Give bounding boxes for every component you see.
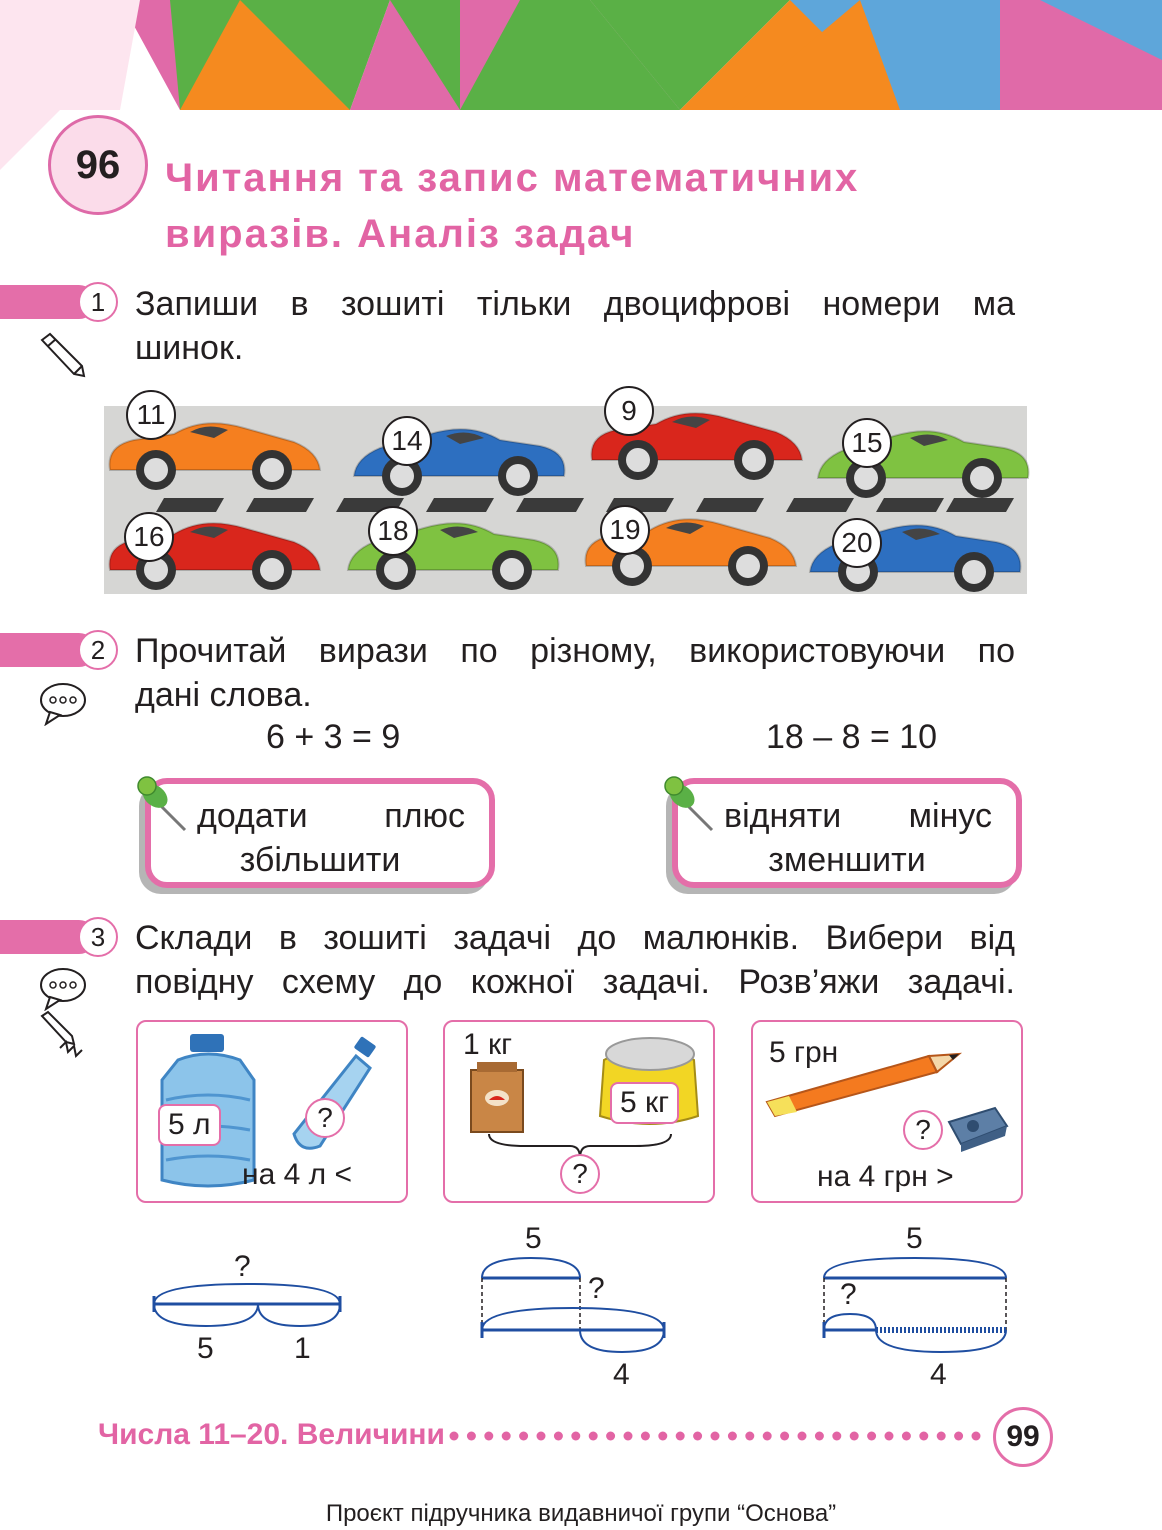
task3-text-line1: Склади в зошиті задачі до малюнків. Вибери від: [135, 919, 1015, 957]
leader-dot: [711, 1432, 720, 1441]
word-add: додати: [197, 797, 308, 835]
leader-dot: [832, 1432, 841, 1441]
decorative-banner: [0, 0, 1162, 110]
task1-text-line1: Запиши в зошиті тільки двоцифрові номери ма: [135, 285, 1015, 323]
expression-addition: 6 + 3 = 9: [266, 718, 401, 756]
leader-dot: [867, 1432, 876, 1441]
car-number-badge: 20: [832, 518, 882, 568]
leader-dot: [850, 1432, 859, 1441]
lesson-title-line1: Читання та запис математичних: [165, 156, 860, 200]
leader-dot: [502, 1432, 511, 1441]
scheme1-left-label: 5: [197, 1332, 214, 1365]
leader-dot: [972, 1432, 981, 1441]
scheme1-right-label: 1: [294, 1332, 311, 1365]
scheme2-diagram: [476, 1250, 671, 1360]
word-decrease: зменшити: [768, 841, 926, 879]
task1-text-line2: шинок.: [135, 329, 244, 367]
word-minus: мінус: [908, 797, 992, 835]
sharpener-icon: [943, 1104, 1011, 1154]
scheme1-diagram: [150, 1280, 345, 1330]
leader-dot: [780, 1432, 789, 1441]
small-bag-weight: 1 кг: [463, 1028, 513, 1061]
leader-dot: [919, 1432, 928, 1441]
pushpin-icon: [133, 772, 193, 834]
scheme2-question-label: ?: [588, 1272, 605, 1305]
car-number-badge: 19: [600, 505, 650, 555]
lesson-title-line2: виразів. Аналіз задач: [165, 212, 636, 256]
leader-dot: [693, 1432, 702, 1441]
dotted-leader: [448, 1425, 986, 1447]
car-number-badge: 18: [368, 506, 418, 556]
sack-weight-box: 5 кг: [610, 1082, 679, 1124]
expression-subtraction: 18 – 8 = 10: [766, 718, 938, 756]
picture-pencil-sharpener: [751, 1020, 1023, 1203]
word-subtract: відняти: [724, 797, 842, 835]
unknown-volume-circle: ?: [305, 1098, 345, 1138]
task3-number: 3: [78, 917, 118, 957]
car-number-badge: 11: [126, 390, 176, 440]
leader-dot: [815, 1432, 824, 1441]
leader-dot: [676, 1432, 685, 1441]
leader-dot: [571, 1432, 580, 1441]
scheme3-top-label: 5: [906, 1222, 923, 1255]
scheme3-question-label: ?: [840, 1278, 857, 1311]
small-water-bottle-icon: [286, 1036, 386, 1156]
lesson-number-badge: 96: [48, 115, 148, 215]
leader-dot: [450, 1432, 459, 1441]
leader-dot: [606, 1432, 615, 1441]
task3-text: [135, 916, 1015, 1004]
leader-dot: [554, 1432, 563, 1441]
pencil-icon: [763, 1048, 963, 1118]
scheme2-top-label: 5: [525, 1222, 542, 1255]
car-number-badge: 14: [382, 416, 432, 466]
total-weight-circle: ?: [560, 1154, 600, 1194]
leader-dot: [954, 1432, 963, 1441]
leader-dot: [467, 1432, 476, 1441]
task3-text-line2: повідну схему до кожної задачі. Розв’яжи задачі.: [135, 963, 1015, 1001]
pencil-writing-icon: [38, 1010, 88, 1060]
leader-dot: [484, 1432, 493, 1441]
task2-number: 2: [78, 630, 118, 670]
leader-dot: [885, 1432, 894, 1441]
task2-text: [135, 629, 1015, 717]
word-increase: збільшити: [239, 841, 401, 879]
task2-text-line2: дані слова.: [135, 676, 312, 714]
pencil-icon: [38, 330, 88, 380]
picture-flour-bags: [443, 1020, 715, 1203]
leader-dot: [537, 1432, 546, 1441]
word-box-addition: [145, 778, 495, 888]
scheme3-bottom-label: 4: [930, 1358, 947, 1391]
leader-dot: [763, 1432, 772, 1441]
task1-number: 1: [78, 282, 118, 322]
scheme2-bottom-label: 4: [613, 1358, 630, 1391]
scheme1-total-label: ?: [234, 1250, 251, 1283]
leader-dot: [902, 1432, 911, 1441]
leader-dot: [519, 1432, 528, 1441]
volume-label-box: 5 л: [158, 1104, 221, 1146]
leader-dot: [624, 1432, 633, 1441]
task1-text: [135, 282, 1015, 370]
publisher-credit: Проєкт підручника видавничої групи “Основа”: [325, 1500, 837, 1527]
section-title: Числа 11–20. Величини: [98, 1418, 445, 1451]
lesson-title: [165, 150, 1065, 262]
race-car-icon: [350, 418, 570, 498]
page-number: 99: [993, 1407, 1053, 1467]
task2-text-line1: Прочитай вирази по різному, використовуючи по: [135, 632, 1015, 670]
car-number-badge: 16: [124, 512, 174, 562]
pushpin-icon: [660, 772, 720, 834]
sharpener-price-circle: ?: [903, 1110, 943, 1150]
small-bag-icon: [467, 1062, 527, 1134]
speech-bubble-icon: [38, 680, 88, 726]
leader-dot: [728, 1432, 737, 1441]
leader-dot: [641, 1432, 650, 1441]
price-difference-note: на 4 грн >: [817, 1160, 954, 1193]
speech-bubble-icon: [38, 965, 88, 1011]
car-number-badge: 9: [604, 386, 654, 436]
difference-note: на 4 л <: [242, 1158, 352, 1191]
leader-dot: [745, 1432, 754, 1441]
picture-water-bottles: [136, 1020, 408, 1203]
pencil-price: 5 грн: [769, 1036, 839, 1069]
leader-dot: [937, 1432, 946, 1441]
leader-dot: [798, 1432, 807, 1441]
word-box-subtraction: [672, 778, 1022, 888]
leader-dot: [589, 1432, 598, 1441]
word-plus: плюс: [384, 797, 465, 835]
leader-dot: [658, 1432, 667, 1441]
car-number-badge: 15: [842, 418, 892, 468]
